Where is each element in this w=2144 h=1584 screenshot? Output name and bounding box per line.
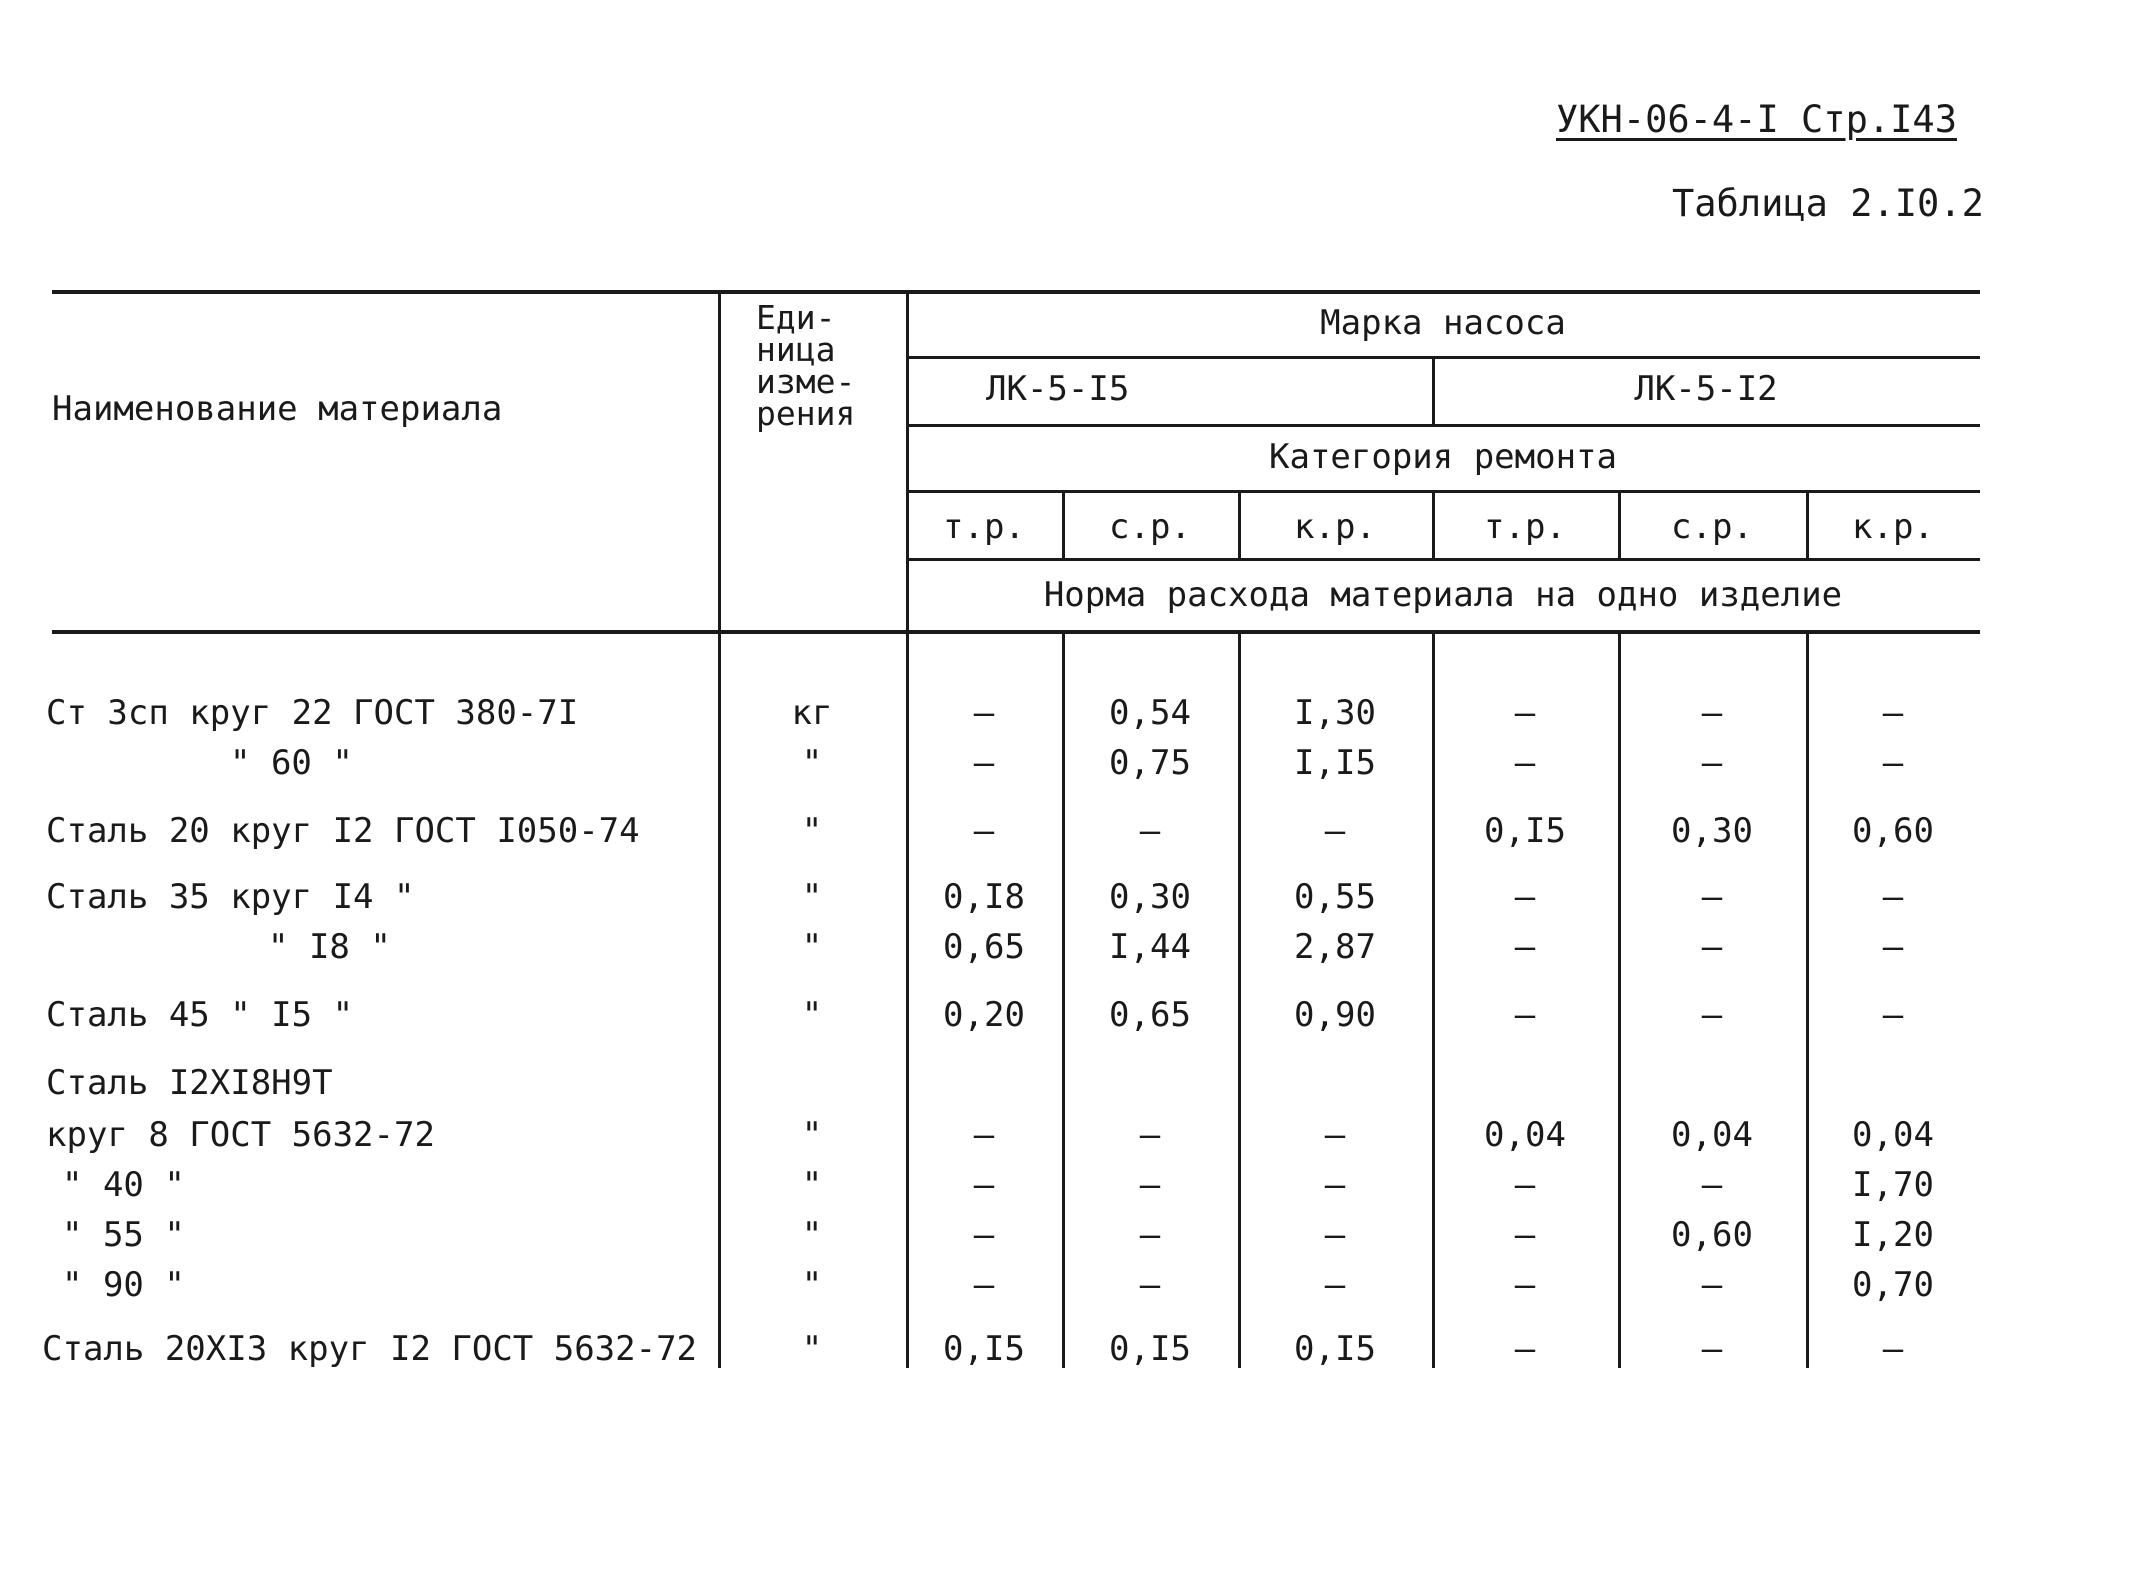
row-3-v6: 0,60 [1852, 811, 1934, 851]
row-5-unit: " [801, 927, 823, 967]
row-1-v5: – [1701, 693, 1723, 733]
row-8-v6: 0,04 [1852, 1115, 1934, 1155]
subheader-kr-2: к.р. [1852, 507, 1934, 547]
row-4-v1: 0,I8 [943, 877, 1025, 917]
row-12-name: Сталь 20XI3 круг I2 ГОСТ 5632-72 [42, 1329, 698, 1369]
row-1-v1: – [973, 693, 995, 733]
row-10-v1: – [973, 1215, 995, 1255]
row-5-name: " I8 " [268, 927, 391, 967]
row-8-v2: – [1139, 1115, 1161, 1155]
row-6-v1: 0,20 [943, 995, 1025, 1035]
row-9-v4: – [1514, 1165, 1536, 1205]
row-1-v4: – [1514, 693, 1536, 733]
row-9-v6: I,70 [1852, 1165, 1934, 1205]
subheader-tr-1: т.р. [943, 507, 1025, 547]
row-11-v2: – [1139, 1265, 1161, 1305]
row-3-unit: " [801, 811, 823, 851]
row-1-v2: 0,54 [1109, 693, 1191, 733]
row-8-unit: " [801, 1115, 823, 1155]
row-8-v5: 0,04 [1671, 1115, 1753, 1155]
row-8-v3: – [1324, 1115, 1346, 1155]
row-7-name: Сталь I2XI8H9T [46, 1063, 333, 1103]
row-9-v1: – [973, 1165, 995, 1205]
row-10-v4: – [1514, 1215, 1536, 1255]
row-4-name: Сталь 35 круг I4 " [46, 877, 415, 917]
header-pump-2: ЛК-5-I2 [1634, 369, 1778, 409]
row-4-v4: – [1514, 877, 1536, 917]
row-10-v2: – [1139, 1215, 1161, 1255]
row-4-v3: 0,55 [1294, 877, 1376, 917]
rule-under-pumps [906, 424, 1980, 427]
row-3-v1: – [973, 811, 995, 851]
row-12-v3: 0,I5 [1294, 1329, 1376, 1369]
subheader-sr-2: с.р. [1671, 507, 1753, 547]
row-6-v6: – [1882, 995, 1904, 1035]
row-12-v5: – [1701, 1329, 1723, 1369]
row-10-v6: I,20 [1852, 1215, 1934, 1255]
row-5-v1: 0,65 [943, 927, 1025, 967]
row-3-v4: 0,I5 [1484, 811, 1566, 851]
header-material-name: Наименование материала [52, 389, 503, 429]
row-8-v1: – [973, 1115, 995, 1155]
row-12-v4: – [1514, 1329, 1536, 1369]
row-2-name: " 60 " [230, 743, 353, 783]
row-6-name: Сталь 45 " I5 " [46, 995, 354, 1035]
row-3-v2: – [1139, 811, 1161, 851]
row-4-v5: – [1701, 877, 1723, 917]
row-9-v5: – [1701, 1165, 1723, 1205]
document-code: УКН-06-4-I Стр.I43 [1556, 98, 1957, 141]
row-11-unit: " [801, 1265, 823, 1305]
row-2-v4: – [1514, 743, 1536, 783]
row-9-unit: " [801, 1165, 823, 1205]
subheader-kr-1: к.р. [1294, 507, 1376, 547]
header-repair-category: Категория ремонта [1269, 437, 1617, 477]
row-2-unit: " [801, 743, 823, 783]
row-5-v5: – [1701, 927, 1723, 967]
row-12-v1: 0,I5 [943, 1329, 1025, 1369]
row-11-v6: 0,70 [1852, 1265, 1934, 1305]
row-6-v5: – [1701, 995, 1723, 1035]
row-1-v6: – [1882, 693, 1904, 733]
subheader-tr-2: т.р. [1484, 507, 1566, 547]
row-9-v3: – [1324, 1165, 1346, 1205]
row-10-v3: – [1324, 1215, 1346, 1255]
row-2-v1: – [973, 743, 995, 783]
header-norm: Норма расхода материала на одно изделие [1043, 575, 1843, 615]
row-4-v2: 0,30 [1109, 877, 1191, 917]
rule-under-brand [906, 356, 1980, 359]
row-2-v5: – [1701, 743, 1723, 783]
rule-under-subcats [906, 558, 1980, 561]
row-2-v6: – [1882, 743, 1904, 783]
header-unit: Еди- ница изме- рения [756, 298, 856, 433]
row-1-name: Ст 3сп круг 22 ГОСТ 380-7I [46, 693, 579, 733]
row-12-v6: – [1882, 1329, 1904, 1369]
row-11-name: " 90 " [62, 1265, 185, 1305]
row-10-v5: 0,60 [1671, 1215, 1753, 1255]
row-11-v3: – [1324, 1265, 1346, 1305]
row-5-v6: – [1882, 927, 1904, 967]
row-8-v4: 0,04 [1484, 1115, 1566, 1155]
row-4-v6: – [1882, 877, 1904, 917]
row-8-name: круг 8 ГОСТ 5632-72 [46, 1115, 435, 1155]
row-12-unit: " [801, 1329, 823, 1369]
rule-under-category [906, 490, 1980, 493]
row-11-v1: – [973, 1265, 995, 1305]
header-pump-1: ЛК-5-I5 [986, 369, 1130, 409]
row-6-v2: 0,65 [1109, 995, 1191, 1035]
row-6-v3: 0,90 [1294, 995, 1376, 1035]
row-4-unit: " [801, 877, 823, 917]
row-2-v2: 0,75 [1109, 743, 1191, 783]
table-top-rule [52, 290, 1980, 294]
row-1-v3: I,30 [1294, 693, 1376, 733]
table-number: Таблица 2.I0.2 [1672, 182, 1984, 225]
row-5-v3: 2,87 [1294, 927, 1376, 967]
row-6-unit: " [801, 995, 823, 1035]
row-9-name: " 40 " [62, 1165, 185, 1205]
row-1-unit: кг [791, 693, 833, 733]
row-10-unit: " [801, 1215, 823, 1255]
row-9-v2: – [1139, 1165, 1161, 1205]
header-pump-brand: Марка насоса [1320, 303, 1566, 343]
row-5-v2: I,44 [1109, 927, 1191, 967]
row-3-v3: – [1324, 811, 1346, 851]
row-10-name: " 55 " [62, 1215, 185, 1255]
row-3-v5: 0,30 [1671, 811, 1753, 851]
row-11-v5: – [1701, 1265, 1723, 1305]
row-5-v4: – [1514, 927, 1536, 967]
row-12-v2: 0,I5 [1109, 1329, 1191, 1369]
row-11-v4: – [1514, 1265, 1536, 1305]
row-2-v3: I,I5 [1294, 743, 1376, 783]
subheader-sr-1: с.р. [1109, 507, 1191, 547]
header-bottom-rule [52, 630, 1980, 634]
row-3-name: Сталь 20 круг I2 ГОСТ I050-74 [46, 811, 640, 851]
row-6-v4: – [1514, 995, 1536, 1035]
